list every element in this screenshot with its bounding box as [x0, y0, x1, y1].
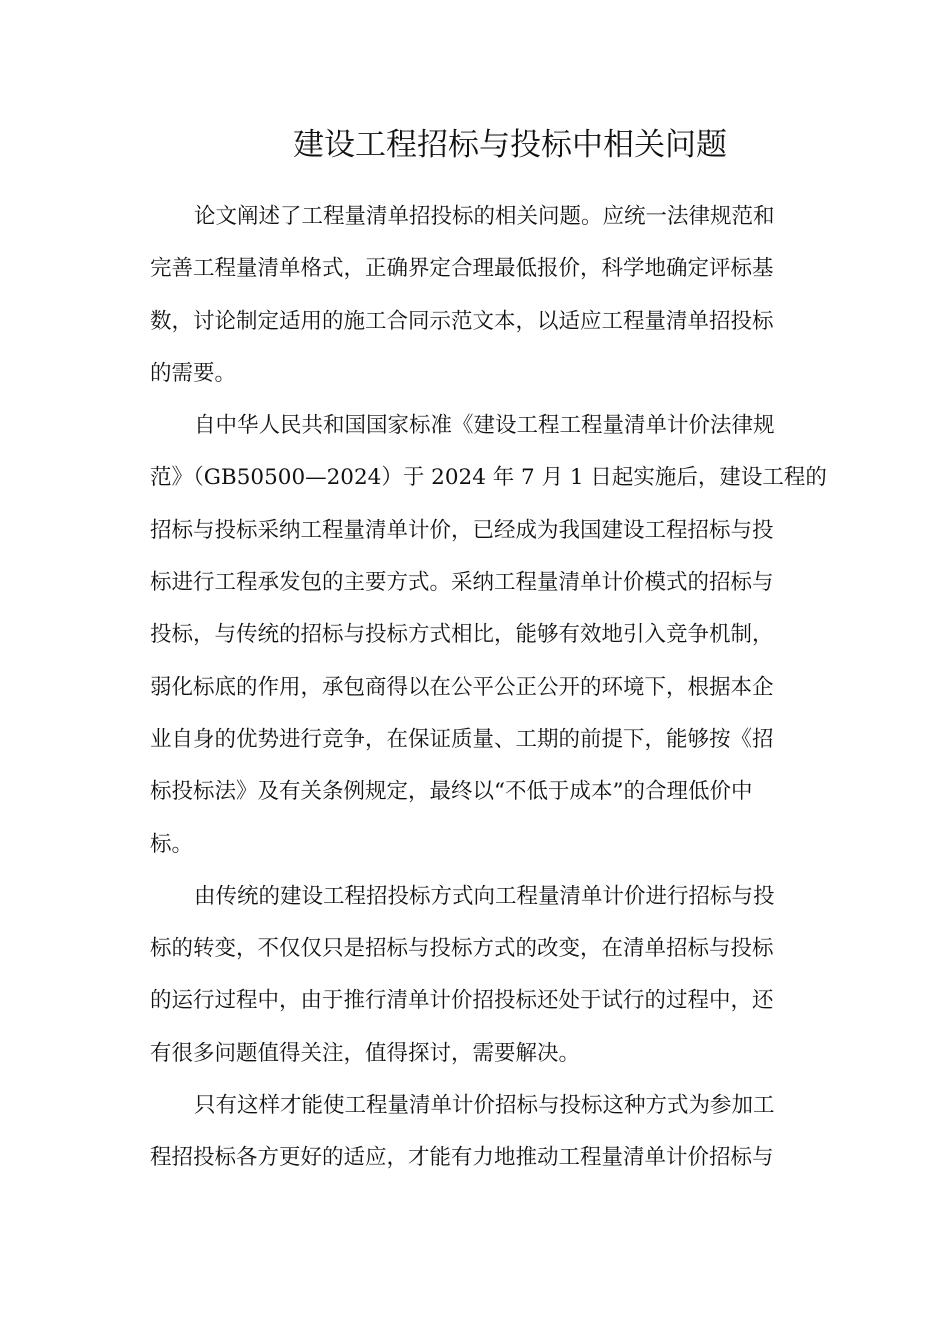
text-line: 数，讨论制定适用的施工合同示范文本，以适应工程量清单招投标 [150, 308, 774, 334]
paragraph-3 [150, 871, 810, 1080]
text-line: 的运行过程中，由于推行清单计价招投标还处于试行的过程中，还 [150, 988, 774, 1014]
text-line: 投标，与传统的招标与投标方式相比，能够有效地引入竞争机制， [150, 622, 774, 648]
text-line: 只有这样才能使工程量清单计价招标与投标这种方式为参加工 [194, 1093, 775, 1119]
document-title: 建设工程招标与投标中相关问题 [293, 127, 727, 163]
paragraph-1 [150, 191, 810, 400]
text-line: 完善工程量清单格式，正确界定合理最低报价，科学地确定评标基 [150, 256, 774, 282]
text-line: 标投标法》及有关条例规定，最终以“不低于成本”的合理低价中 [150, 779, 753, 805]
text-line: 自中华人民共和国国家标准《建设工程工程量清单计价法律规 [194, 413, 775, 439]
paragraph-2 [150, 400, 827, 871]
text-line: 程招投标各方更好的适应，才能有力地推动工程量清单计价招标与 [150, 1145, 774, 1171]
paragraph-4 [150, 1080, 810, 1185]
text-line: 范》（GB50500—2024）于 2024 年 7 月 1 日起实施后，建设工程的 [150, 465, 827, 491]
text-line: 标。 [150, 831, 194, 857]
text-line: 论文阐述了工程量清单招投标的相关问题。应统一法律规范和 [194, 204, 775, 229]
text-line: 弱化标底的作用，承包商得以在公平公正公开的环境下，根据本企 [150, 674, 774, 700]
text-line: 业自身的优势进行竞争，在保证质量、工期的前提下，能够按《招 [150, 726, 774, 752]
text-line: 由传统的建设工程招投标方式向工程量清单计价进行招标与投 [194, 883, 775, 909]
text-line: 标的转变，不仅仅只是招标与投标方式的改变，在清单招标与投标 [150, 936, 774, 962]
text-line: 标进行工程承发包的主要方式。采纳工程量清单计价模式的招标与 [150, 570, 774, 596]
document-body [150, 191, 827, 1185]
text-line: 的需要。 [150, 360, 237, 386]
text-line: 招标与投标采纳工程量清单计价，已经成为我国建设工程招标与投 [150, 517, 774, 543]
text-line: 有很多问题值得关注，值得探讨，需要解决。 [150, 1040, 581, 1066]
